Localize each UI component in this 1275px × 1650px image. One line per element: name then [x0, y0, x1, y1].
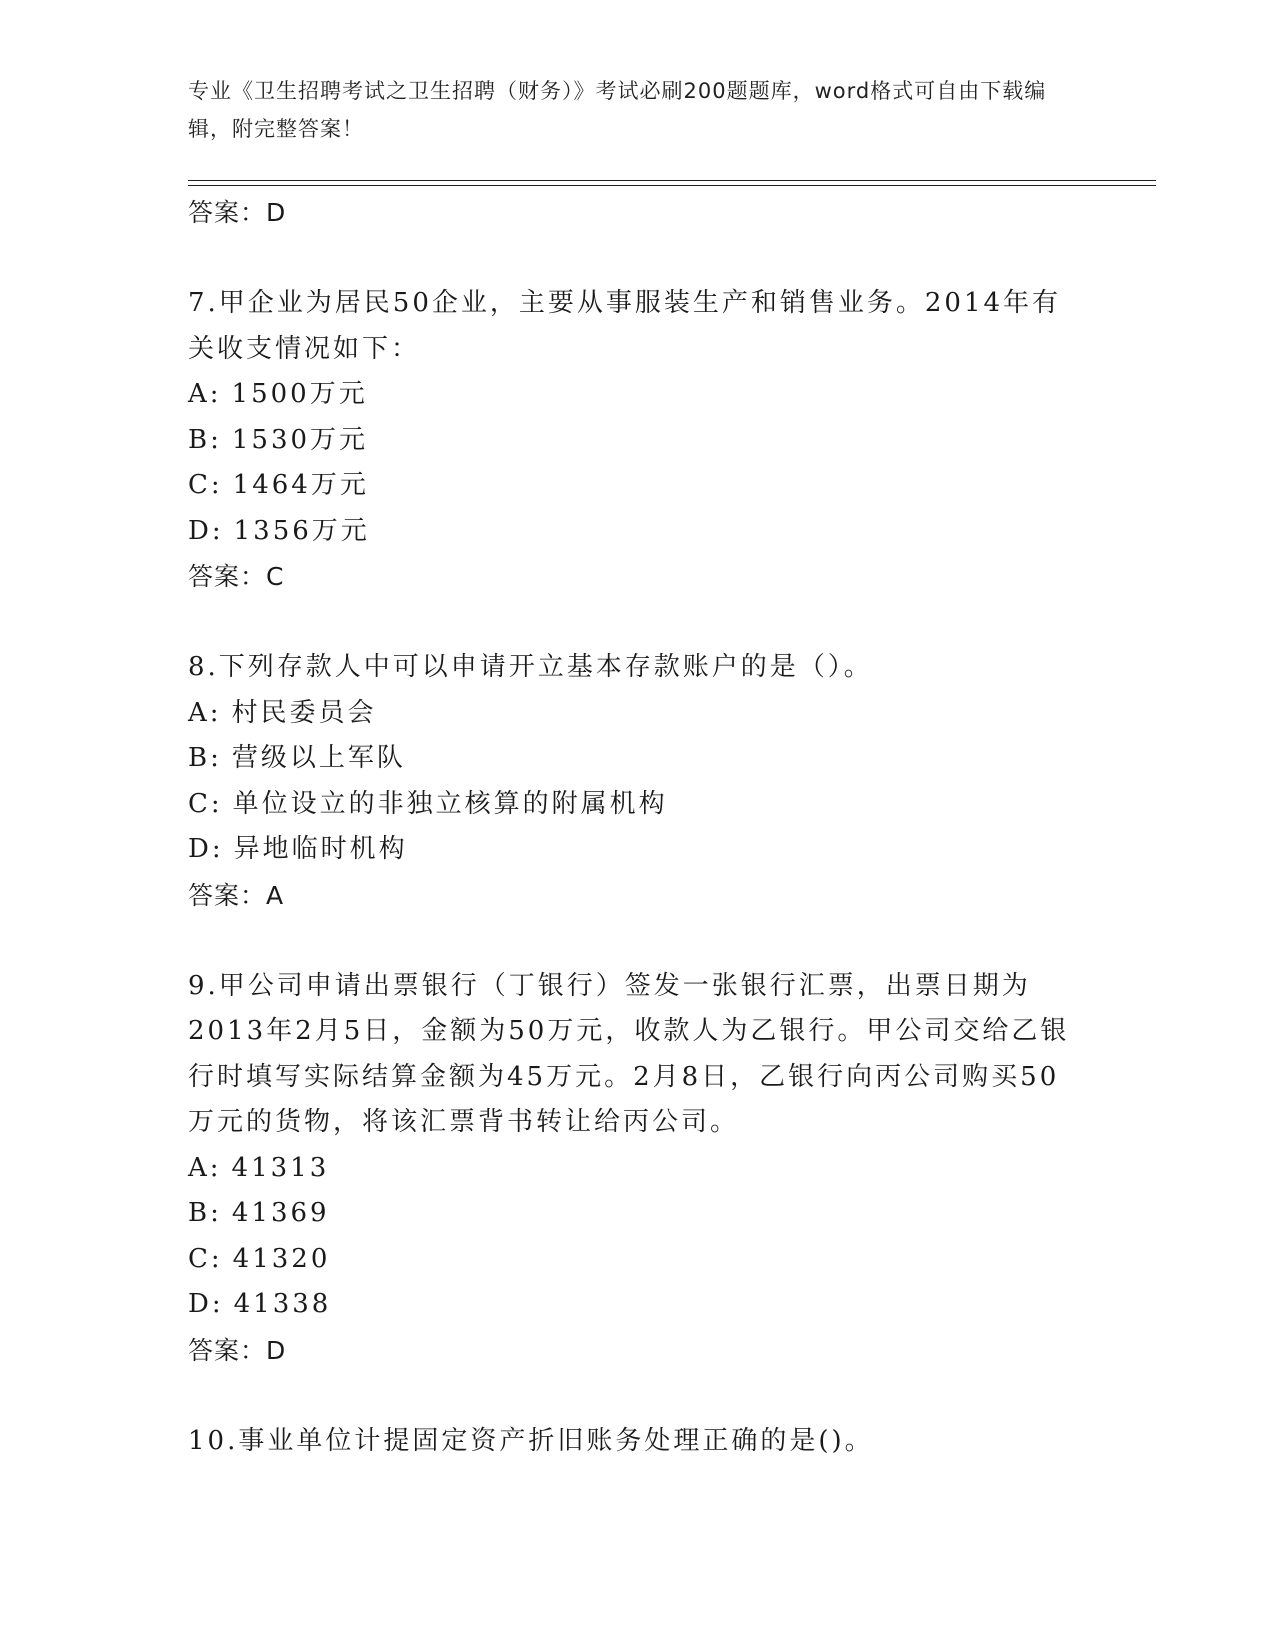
answer-option	[188, 1191, 1088, 1237]
option-text: 1464万元	[232, 470, 369, 500]
question-gap	[188, 235, 1088, 281]
option-letter: A:	[188, 379, 222, 409]
question-block	[188, 1419, 1088, 1465]
header-rule-bottom	[188, 185, 1156, 186]
option-text: 41313	[231, 1152, 330, 1183]
question-block	[188, 964, 1088, 1373]
option-letter: C:	[188, 1243, 223, 1274]
answer-line	[188, 554, 1088, 599]
answer-option	[188, 372, 1088, 418]
question-stem: 8.下列存款人中可以申请开立基本存款账户的是（）。	[188, 652, 873, 682]
answer-option	[188, 827, 1088, 873]
answer-line	[188, 190, 1088, 235]
option-text: 1530万元	[231, 424, 369, 455]
option-text: 41320	[232, 1243, 331, 1274]
answer-option	[188, 1146, 1088, 1192]
header-rule-top	[188, 180, 1156, 181]
question-stem: 9.甲公司申请出票银行（丁银行）签发一张银行汇票，出票日期为2013年2月5日，金额为50万元，收款人为乙银行。甲公司交给乙银行时填写实际结算金额为45万元。2月8日，乙银行向丙公司购买50万元的货物，将该汇票背书转让给丙公司。	[188, 970, 1070, 1137]
option-letter: B:	[188, 743, 222, 773]
answer-option	[188, 736, 1088, 782]
option-text: 村民委员会	[231, 697, 377, 728]
question-list	[188, 190, 1088, 1464]
option-letter: B:	[188, 1198, 222, 1228]
question-stem: 7.甲企业为居民50企业，主要从事服装生产和销售业务。2014年有关收支情况如下：	[188, 288, 1062, 364]
option-letter: D:	[188, 834, 224, 864]
option-text: 1356万元	[233, 515, 370, 546]
answer-line	[188, 1328, 1088, 1373]
option-letter: A:	[188, 1152, 222, 1183]
answer-label: 答案：	[188, 198, 267, 227]
question-gap	[188, 918, 1088, 964]
answer-label: 答案：	[188, 880, 267, 910]
option-text: 单位设立的非独立核算的附属机构	[232, 788, 668, 819]
answer-value: D	[266, 198, 287, 227]
option-letter: A:	[188, 697, 222, 728]
answer-label: 答案：	[188, 562, 267, 591]
option-letter: D:	[188, 1289, 224, 1319]
answer-option	[188, 418, 1088, 464]
answer-option	[188, 691, 1088, 737]
option-text: 异地临时机构	[233, 834, 408, 864]
option-letter: D:	[188, 515, 224, 546]
answer-value: A	[266, 880, 285, 910]
document-header: 专业《卫生招聘考试之卫生招聘（财务）》考试必刷200题题库，word格式可自由下载编辑，附完整答案！	[188, 79, 1047, 141]
answer-line	[188, 873, 1088, 918]
answer-value: D	[266, 1335, 287, 1365]
option-letter: C:	[188, 788, 223, 819]
question-gap	[188, 1373, 1088, 1419]
option-text: 41369	[231, 1198, 330, 1228]
option-text: 营级以上军队	[231, 743, 406, 773]
answer-label: 答案：	[188, 1335, 267, 1365]
question-stem: 10.事业单位计提固定资产折旧账务处理正确的是()。	[188, 1425, 874, 1456]
answer-value: C	[266, 562, 285, 591]
question-block	[188, 281, 1088, 599]
option-text: 1500万元	[231, 379, 368, 409]
answer-option	[188, 463, 1088, 509]
question-block	[188, 645, 1088, 918]
question-gap	[188, 599, 1088, 645]
option-text: 41338	[233, 1289, 332, 1319]
option-letter: C:	[188, 470, 223, 500]
option-letter: B:	[188, 424, 222, 455]
answer-option	[188, 1237, 1088, 1283]
answer-option	[188, 782, 1088, 828]
answer-option	[188, 1282, 1088, 1328]
answer-option	[188, 509, 1088, 555]
